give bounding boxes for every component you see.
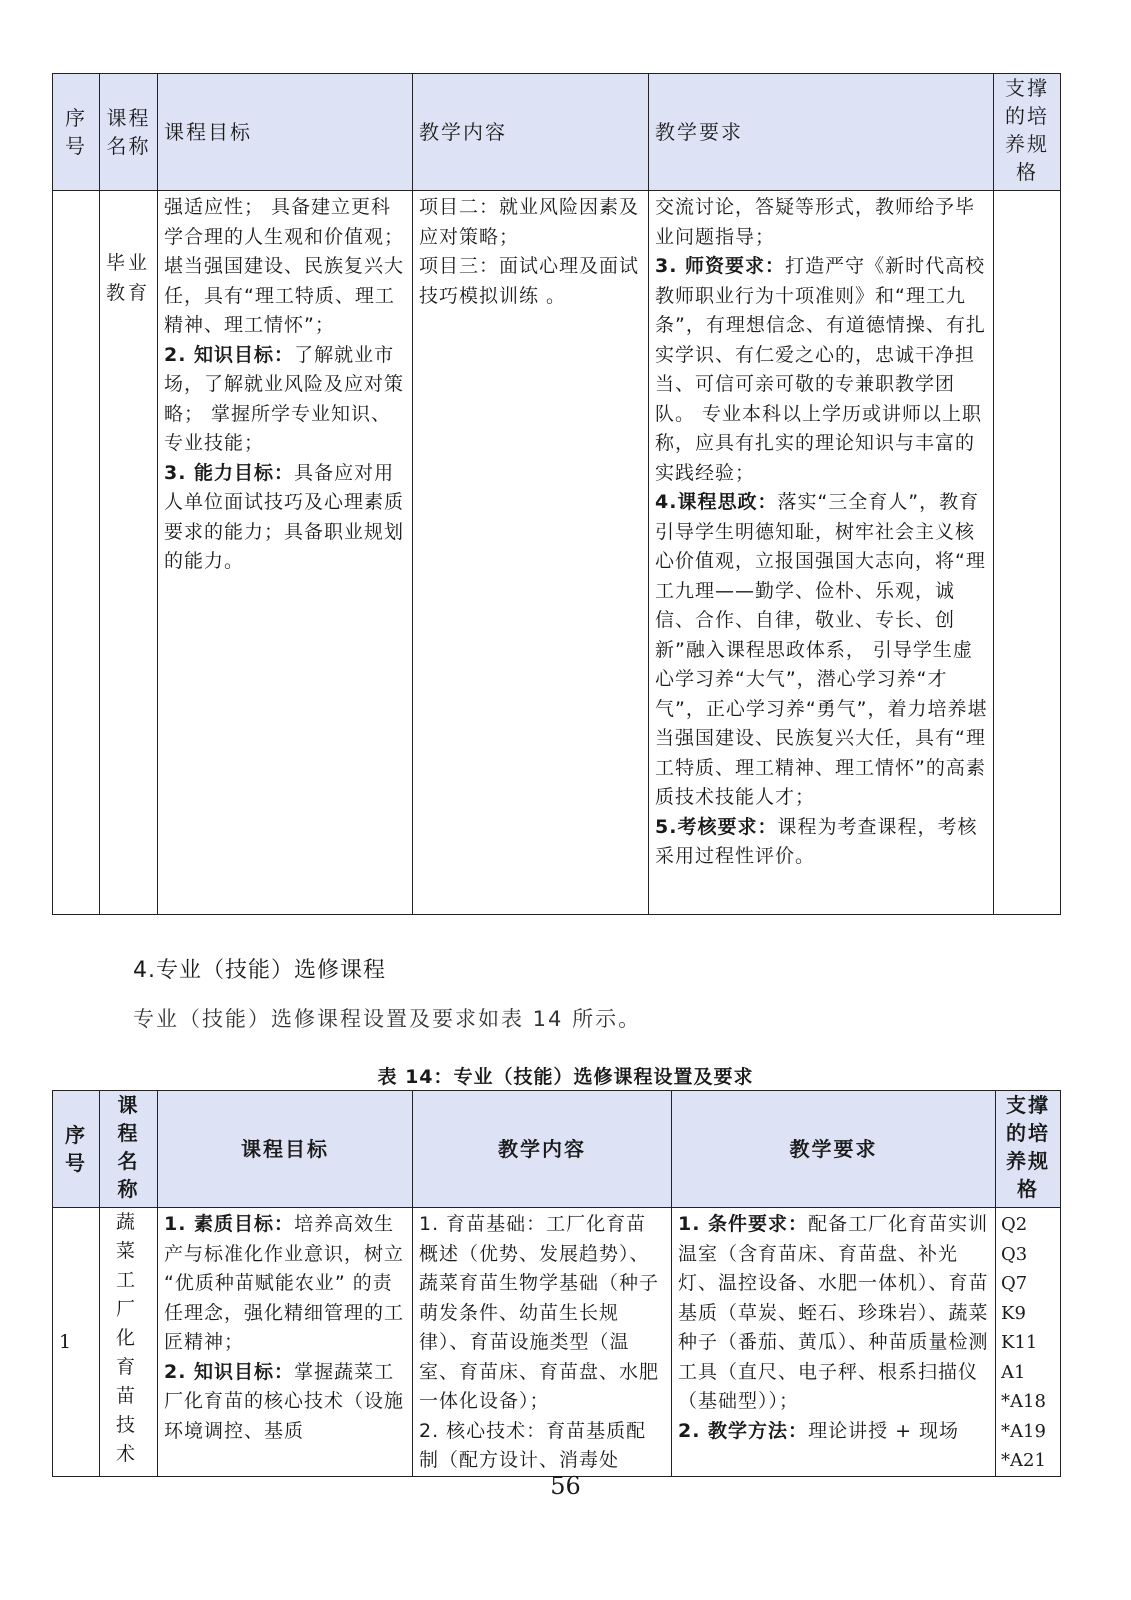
header-content: 教学内容	[413, 1091, 672, 1208]
course-table-continued	[52, 73, 1061, 915]
table-header-row	[53, 74, 1061, 191]
support-code: K9	[1001, 1302, 1026, 1324]
table-caption: 表 14：专业（技能）选修课程设置及要求	[377, 1066, 754, 1088]
support-code: Q3	[1001, 1243, 1028, 1265]
header-seq: 序号	[53, 1091, 100, 1208]
header-req: 教学要求	[672, 1091, 996, 1208]
cell-content	[413, 1208, 672, 1477]
support-code: Q2	[1001, 1214, 1028, 1235]
support-codes	[996, 1208, 1060, 1476]
header-goal: 课程目标	[158, 1091, 413, 1208]
cell-support	[996, 1208, 1061, 1477]
table-header-row	[53, 1091, 1061, 1208]
cell-goal	[158, 191, 413, 915]
goal-text: 强适应性； 具备建立更科学合理的人生观和价值观；堪当强国建设、民族复兴大任，具有“理工特质、理工精神、理工情怀”； 2. 知识目标：了解就业市场，了解就业风险及应对策略； 掌握所学专业知识、专业技能； 3. 能力目标：具备应对用人单位面试技巧及心理素质要求的能力；具备职业规划的能力。	[164, 196, 405, 572]
header-support: 支撑的培养规格	[996, 1091, 1061, 1208]
support-code: K11	[1001, 1332, 1038, 1353]
support-code: A1	[1001, 1361, 1026, 1383]
cell-req	[649, 191, 994, 915]
table-row	[53, 1208, 1061, 1477]
req-text: 交流讨论，答疑等形式，教师给予毕业问题指导； 3. 师资要求：打造严守《新时代高校教师职业行为十项准则》和“理工九条”，有理想信念、有道德情操、有扎实学识、有仁爱之心的，忠诚干净担当、可信可亲可敬的专兼职教学团队。 专业本科以上学历或讲师以上职称，应具有扎实的理论知识与丰富的实践经验； 4.课程思政：落实“三全育人”，教育引导学生明德知耻，树牢社会主义核心价值观，立报国强国大志向，将“理工九理——勤学、俭朴、乐观，诚信、合作、自律，敬业、专长、创新”融入课程思政体系， 引导学生虚心学习养“大气”，潜心学习养“才气”，正心学习养“勇气”，着力培养堪当强国建设、民族复兴大任，具有“理工特质、理工精神、理工情怀”的高素质技术技能人才； 5.考核要求：课程为考查课程，考核采用过程性评价。	[655, 196, 988, 867]
header-content: 教学内容	[413, 74, 649, 191]
cell-name: 毕业教育	[100, 191, 158, 915]
content-text: 项目二：就业风险因素及应对策略； 项目三：面试心理及面试技巧模拟训练 。	[419, 196, 640, 307]
section-title: 4.专业（技能）选修课程	[133, 958, 386, 983]
header-req: 教学要求	[649, 74, 994, 191]
cell-support	[994, 191, 1061, 915]
cell-content	[413, 191, 649, 915]
support-code: *A18	[1001, 1391, 1046, 1412]
support-code: *A19	[1001, 1420, 1046, 1442]
support-code: *A21	[1001, 1450, 1046, 1471]
table-row	[53, 191, 1061, 915]
req-text: 1. 条件要求：配备工厂化育苗实训温室（含育苗床、育苗盘、补光灯、温控设备、水肥一体机）、育苗基质（草炭、蛭石、珍珠岩）、蔬菜种子（番茄、黄瓜）、种苗质量检测工具（直尺、电子秤、根系扫描仪（基础型））； 2. 教学方法：理论讲授 + 现场	[678, 1213, 989, 1442]
cell-req	[672, 1208, 996, 1477]
cell-seq: 1	[53, 1208, 100, 1477]
elective-course-table	[52, 1090, 1061, 1477]
section-text: 专业（技能）选修课程设置及要求如表 14 所示。	[133, 1007, 642, 1031]
cell-name: 蔬菜工厂化育苗技术	[100, 1208, 158, 1477]
support-code: Q7	[1001, 1273, 1028, 1294]
header-support: 支撑的培养规格	[994, 74, 1061, 191]
header-goal: 课程目标	[158, 74, 413, 191]
page-number: 56	[550, 1472, 581, 1500]
header-name: 课程名称	[100, 74, 158, 191]
goal-text: 1. 素质目标：培养高效生产与标准化作业意识，树立 “优质种苗赋能农业” 的责任理念，强化精细管理的工匠精神； 2. 知识目标：掌握蔬菜工厂化育苗的核心技术（设施环境调控、基质	[164, 1213, 405, 1442]
header-name: 课程名称	[100, 1091, 158, 1208]
cell-goal	[158, 1208, 413, 1477]
content-text: 1. 育苗基础：工厂化育苗概述（优势、发展趋势）、蔬菜育苗生物学基础（种子萌发条件、幼苗生长规律）、育苗设施类型（温室、育苗床、育苗盘、水肥一体化设备）； 2. 核心技术：育苗基质配制（配方设计、消毒处	[419, 1213, 660, 1471]
header-seq: 序号	[53, 74, 100, 191]
cell-seq	[53, 191, 100, 915]
